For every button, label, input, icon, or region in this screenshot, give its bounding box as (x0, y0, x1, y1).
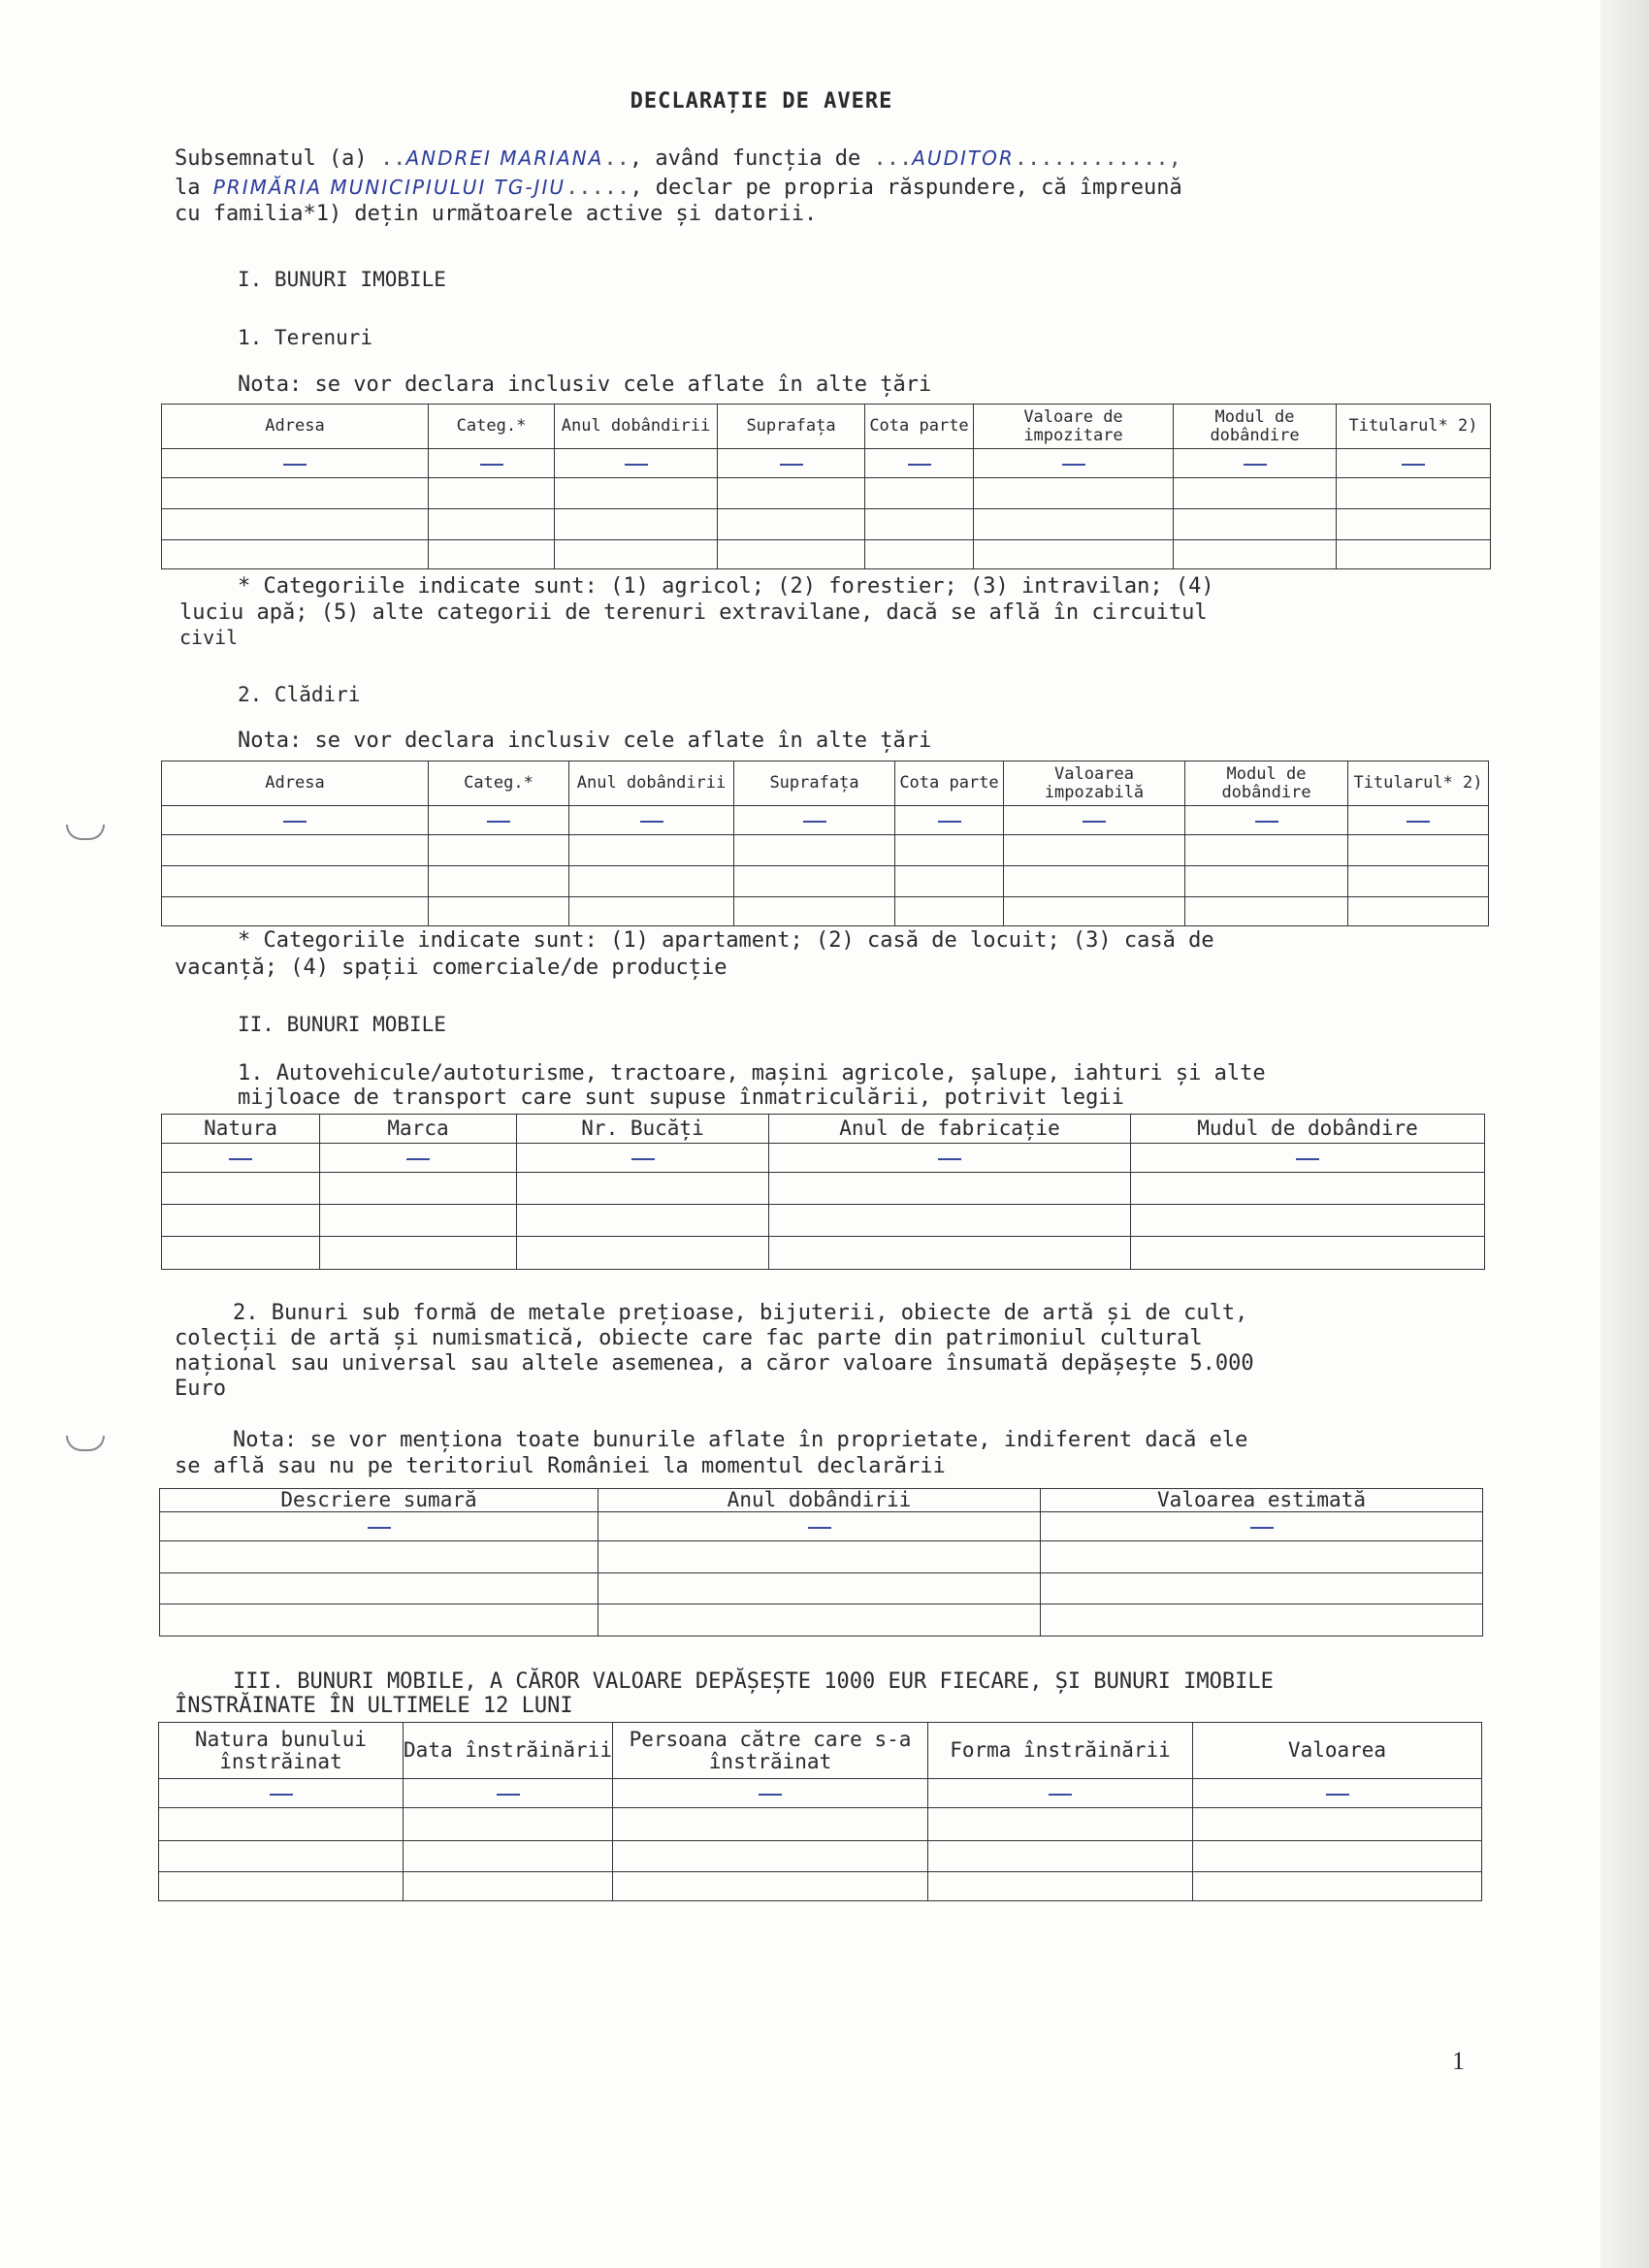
col-header-modul: Modul de dobândire (1174, 405, 1337, 449)
blank-dash (1049, 1794, 1072, 1796)
terenuri-footnote-2: luciu apă; (5) alte categorii de terenuri extravilane, dacă se află în circuitul (179, 600, 1208, 625)
intro-line-1: Subsemnatul (a) ..ANDREI MARIANA.., având funcția de ...AUDITOR............, (175, 146, 1181, 171)
blank-dash (1296, 1158, 1319, 1160)
blank-dash (938, 1158, 961, 1160)
bunuri-instrainate-table (158, 1722, 1482, 1901)
blank-dash (1083, 821, 1106, 823)
function-value: AUDITOR (912, 146, 1015, 170)
col-header-persoana: Persoana către care s-a înstrăinat (613, 1723, 928, 1779)
table-row (162, 806, 1489, 835)
col-header-nr-bucati: Nr. Bucăți (517, 1115, 769, 1144)
table-row (160, 1541, 1483, 1573)
cladiri-footnote-2: vacanță; (4) spații comerciale/de producție (175, 956, 728, 980)
blank-dash (487, 821, 510, 823)
col-header-categ: Categ.* (429, 761, 569, 806)
col-header-suprafata: Suprafața (734, 761, 895, 806)
terenuri-heading: 1. Terenuri (238, 326, 373, 349)
blank-dash (1406, 821, 1430, 823)
col-header-adresa: Adresa (162, 761, 429, 806)
blank-dash (1402, 464, 1425, 466)
section-iii-heading-2: ÎNSTRĂINATE ÎN ULTIMELE 12 LUNI (175, 1694, 573, 1718)
table-row (162, 1173, 1485, 1205)
col-header-anul: Anul dobândirii (569, 761, 734, 806)
declarant-name: ANDREI MARIANA (405, 146, 604, 170)
col-header-modul: Modul de dobândire (1185, 761, 1348, 806)
col-header-valoarea: Valoarea (1193, 1723, 1482, 1779)
terenuri-table (161, 404, 1491, 569)
blank-dash (497, 1794, 520, 1796)
table-header-row (160, 1489, 1483, 1512)
declar-text: , declar pe propria răspundere, că împreună (630, 176, 1182, 200)
blank-dash (283, 464, 307, 466)
table-row (160, 1604, 1483, 1636)
col-header-anul: Anul dobândirii (598, 1489, 1041, 1512)
table-row (159, 1779, 1482, 1808)
terenuri-nota: Nota: se vor declara inclusiv cele aflate în alte țări (238, 373, 932, 397)
table-row (159, 1872, 1482, 1901)
intro-line-2: la PRIMĂRIA MUNICIPIULUI TG-JIU....., declar pe propria răspundere, că împreună (175, 176, 1182, 200)
metale-heading-1: 2. Bunuri sub formă de metale prețioase, bijuterii, obiecte de artă și de cult, (233, 1301, 1248, 1325)
document-title: DECLARAȚIE DE AVERE (630, 89, 893, 113)
subsemnatul-label: Subsemnatul (a) (175, 146, 368, 171)
table-row (159, 1808, 1482, 1841)
table-row (159, 1841, 1482, 1872)
cladiri-footnote-1: * Categoriile indicate sunt: (1) apartament; (2) casă de locuit; (3) casă de (238, 928, 1214, 953)
col-header-valoarea: Valoarea estimată (1041, 1489, 1483, 1512)
section-ii-heading: II. BUNURI MOBILE (238, 1013, 446, 1036)
col-header-forma: Forma înstrăinării (928, 1723, 1193, 1779)
col-header-cota: Cota parte (865, 405, 974, 449)
blank-dash (808, 1527, 831, 1529)
intro-line-3: cu familia*1) dețin următoarele active și datorii. (175, 202, 818, 226)
la-label: la (175, 176, 201, 200)
table-row (162, 897, 1489, 926)
table-row (162, 1144, 1485, 1173)
table-row (160, 1573, 1483, 1604)
col-header-natura: Natura (162, 1115, 320, 1144)
col-header-marca: Marca (320, 1115, 517, 1144)
section-i-heading: I. BUNURI IMOBILE (238, 268, 446, 291)
table-header-row (162, 405, 1491, 449)
blank-dash (1244, 464, 1267, 466)
col-header-descriere: Descriere sumară (160, 1489, 598, 1512)
table-row (162, 1237, 1485, 1270)
col-header-data: Data înstrăinării (404, 1723, 613, 1779)
col-header-anul-fabricatie: Anul de fabricație (769, 1115, 1131, 1144)
table-row (162, 478, 1491, 509)
blank-dash (1326, 1794, 1349, 1796)
table-row (162, 449, 1491, 478)
col-header-cota: Cota parte (895, 761, 1004, 806)
blank-dash (780, 464, 803, 466)
col-header-categ: Categ.* (429, 405, 555, 449)
table-row (162, 835, 1489, 866)
col-header-titularul: Titularul* 2) (1337, 405, 1491, 449)
col-header-valoare: Valoare de impozitare (974, 405, 1174, 449)
blank-dash (759, 1794, 782, 1796)
metale-pretioase-table (159, 1488, 1483, 1636)
metale-nota-2: se află sau nu pe teritoriul României la momentul declarării (175, 1454, 946, 1478)
cladiri-heading: 2. Clădiri (238, 683, 361, 706)
auto-heading-2: mijloace de transport care sunt supuse înmatriculării, potrivit legii (238, 1085, 1124, 1110)
blank-dash (938, 821, 961, 823)
blank-dash (368, 1527, 391, 1529)
metale-nota-1: Nota: se vor menționa toate bunurile aflate în proprietate, indiferent dacă ele (233, 1428, 1248, 1452)
table-row (162, 1205, 1485, 1237)
blank-dash (270, 1794, 293, 1796)
col-header-valoarea: Valoarea impozabilă (1004, 761, 1185, 806)
table-row (162, 866, 1489, 897)
terenuri-footnote-3: civil (179, 626, 239, 649)
page-number: 1 (1452, 2047, 1465, 2075)
metale-heading-4: Euro (175, 1377, 226, 1401)
blank-dash (1250, 1527, 1274, 1529)
metale-heading-2: colecții de artă și numismatică, obiecte care fac parte din patrimoniul cultural (175, 1326, 1203, 1350)
metale-heading-3: național sau universal sau altele asemenea, a căror valoare însumată depășește 5.000 (175, 1351, 1254, 1376)
blank-dash (229, 1158, 252, 1160)
terenuri-footnote-1: * Categoriile indicate sunt: (1) agricol; (2) forestier; (3) intravilan; (4) (238, 574, 1214, 599)
autovehicule-table (161, 1114, 1485, 1270)
table-header-row (162, 761, 1489, 806)
blank-dash (1062, 464, 1085, 466)
col-header-titularul: Titularul* 2) (1348, 761, 1489, 806)
punch-hole-mark (66, 1436, 105, 1451)
table-row (162, 540, 1491, 569)
cladiri-table (161, 761, 1489, 926)
col-header-modul: Mudul de dobândire (1131, 1115, 1485, 1144)
blank-dash (803, 821, 826, 823)
blank-dash (908, 464, 931, 466)
punch-hole-mark (66, 825, 105, 840)
blank-dash (283, 821, 307, 823)
blank-dash (406, 1158, 430, 1160)
section-iii-heading-1: III. BUNURI MOBILE, A CĂROR VALOARE DEPĂȘEȘTE 1000 EUR FIECARE, ȘI BUNURI IMOBILE (233, 1669, 1274, 1694)
page-edge (1600, 0, 1649, 2268)
table-row (162, 509, 1491, 540)
function-label: , având funcția de (629, 146, 861, 171)
table-header-row (162, 1115, 1485, 1144)
col-header-adresa: Adresa (162, 405, 429, 449)
table-header-row (159, 1723, 1482, 1779)
blank-dash (480, 464, 503, 466)
blank-dash (631, 1158, 655, 1160)
col-header-natura-bunului: Natura bunului înstrăinat (159, 1723, 404, 1779)
col-header-suprafata: Suprafața (718, 405, 865, 449)
blank-dash (625, 464, 648, 466)
cladiri-nota: Nota: se vor declara inclusiv cele aflate în alte țări (238, 729, 932, 753)
auto-heading-1: 1. Autovehicule/autoturisme, tractoare, mașini agricole, șalupe, iahturi și alte (238, 1061, 1266, 1085)
table-row (160, 1512, 1483, 1541)
institution-name: PRIMĂRIA MUNICIPIULUI TG-JIU (212, 176, 566, 199)
blank-dash (640, 821, 663, 823)
col-header-anul: Anul dobândirii (555, 405, 718, 449)
blank-dash (1255, 821, 1278, 823)
